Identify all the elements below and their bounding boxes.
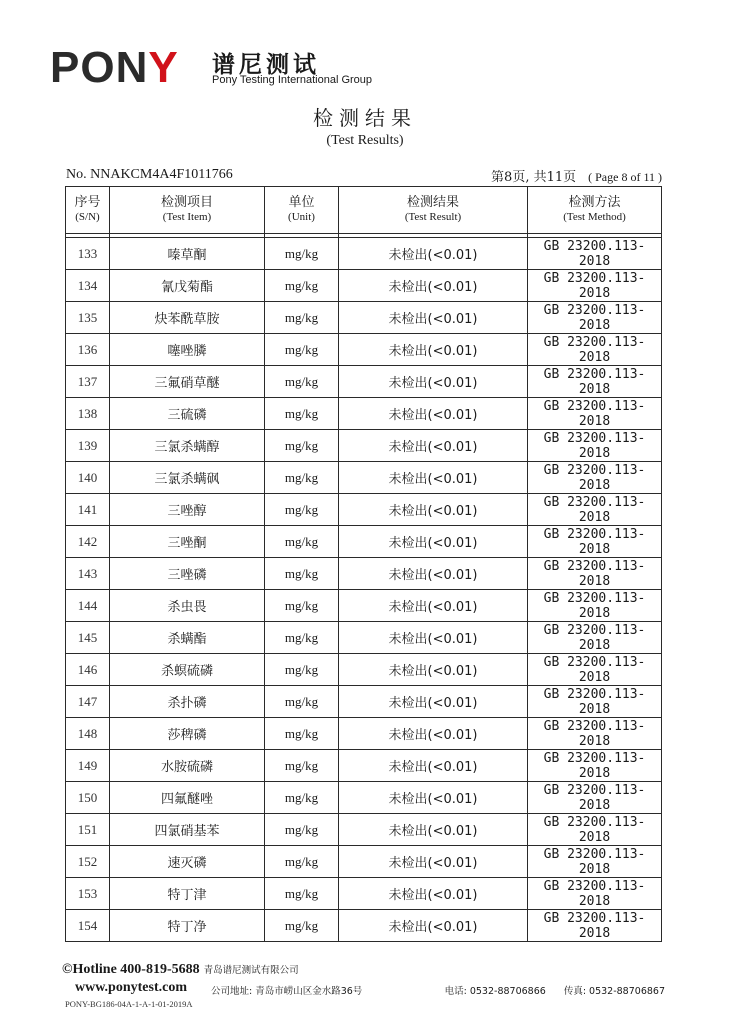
table-row — [66, 846, 662, 878]
footer-fax: 传真: 0532-88706867 — [563, 986, 665, 997]
cell-unit: mg/kg — [265, 686, 339, 718]
cell-item: 莎稗磷 — [110, 718, 265, 750]
cell-method: GB 23200.113-2018 — [528, 654, 662, 686]
cell-sn: 133 — [66, 238, 110, 270]
cell-result: 未检出(<0.01) — [339, 878, 528, 910]
footer-website: www.ponytest.com — [75, 980, 187, 995]
cell-unit: mg/kg — [265, 526, 339, 558]
cell-result: 未检出(<0.01) — [339, 686, 528, 718]
cell-method: GB 23200.113-2018 — [528, 910, 662, 942]
table-row — [66, 814, 662, 846]
cell-unit: mg/kg — [265, 590, 339, 622]
footer-contact — [445, 983, 665, 997]
cell-unit: mg/kg — [265, 462, 339, 494]
cell-unit: mg/kg — [265, 334, 339, 366]
cell-unit: mg/kg — [265, 398, 339, 430]
cell-sn: 139 — [66, 430, 110, 462]
footer-form-code: PONY-BG186-04A-1-A-1-01-2019A — [65, 999, 193, 1009]
cell-sn: 154 — [66, 910, 110, 942]
cell-method: GB 23200.113-2018 — [528, 462, 662, 494]
cell-sn: 152 — [66, 846, 110, 878]
cell-item: 三氯杀螨醇 — [110, 430, 265, 462]
table-row — [66, 430, 662, 462]
cell-result: 未检出(<0.01) — [339, 398, 528, 430]
results-body — [66, 238, 662, 942]
cell-unit: mg/kg — [265, 878, 339, 910]
cell-item: 速灭磷 — [110, 846, 265, 878]
cell-unit: mg/kg — [265, 814, 339, 846]
cell-sn: 140 — [66, 462, 110, 494]
footer-phone: 电话: 0532-88706866 — [444, 986, 546, 997]
cell-sn: 138 — [66, 398, 110, 430]
table-row — [66, 238, 662, 270]
table-row — [66, 334, 662, 366]
cell-result: 未检出(<0.01) — [339, 462, 528, 494]
cell-sn: 144 — [66, 590, 110, 622]
cell-sn: 145 — [66, 622, 110, 654]
cell-result: 未检出(<0.01) — [339, 846, 528, 878]
cell-sn: 136 — [66, 334, 110, 366]
cell-sn: 148 — [66, 718, 110, 750]
cell-method: GB 23200.113-2018 — [528, 526, 662, 558]
cell-method: GB 23200.113-2018 — [528, 334, 662, 366]
logo-text: PON — [50, 43, 149, 92]
cell-result: 未检出(<0.01) — [339, 782, 528, 814]
cell-sn: 151 — [66, 814, 110, 846]
logo-company-cn: 谱尼测试 — [212, 52, 320, 78]
table-row — [66, 302, 662, 334]
cell-sn: 134 — [66, 270, 110, 302]
table-row — [66, 558, 662, 590]
cell-sn: 147 — [66, 686, 110, 718]
cell-sn: 149 — [66, 750, 110, 782]
table-row — [66, 590, 662, 622]
cell-sn: 150 — [66, 782, 110, 814]
footer-hotline: ©Hotline 400-819-5688 青岛谱尼测试有限公司 — [62, 962, 299, 977]
results-table — [65, 186, 662, 942]
cell-method: GB 23200.113-2018 — [528, 270, 662, 302]
cell-method: GB 23200.113-2018 — [528, 238, 662, 270]
cell-method: GB 23200.113-2018 — [528, 622, 662, 654]
cell-result: 未检出(<0.01) — [339, 270, 528, 302]
cell-result: 未检出(<0.01) — [339, 238, 528, 270]
cell-item: 三硫磷 — [110, 398, 265, 430]
table-row — [66, 750, 662, 782]
cell-item: 嗪草酮 — [110, 238, 265, 270]
header-test-method: 检测方法 (Test Method) — [528, 187, 662, 234]
table-row — [66, 398, 662, 430]
cell-sn: 142 — [66, 526, 110, 558]
cell-result: 未检出(<0.01) — [339, 654, 528, 686]
cell-item: 三唑磷 — [110, 558, 265, 590]
cell-unit: mg/kg — [265, 270, 339, 302]
cell-item: 特丁净 — [110, 910, 265, 942]
cell-result: 未检出(<0.01) — [339, 622, 528, 654]
table-row — [66, 718, 662, 750]
page-title-cn: 检测结果 — [313, 106, 417, 130]
cell-method: GB 23200.113-2018 — [528, 430, 662, 462]
cell-unit: mg/kg — [265, 718, 339, 750]
cell-method: GB 23200.113-2018 — [528, 558, 662, 590]
cell-method: GB 23200.113-2018 — [528, 398, 662, 430]
cell-sn: 137 — [66, 366, 110, 398]
table-header-row — [66, 187, 662, 234]
cell-result: 未检出(<0.01) — [339, 590, 528, 622]
table-row — [66, 686, 662, 718]
table-row — [66, 654, 662, 686]
table-row — [66, 270, 662, 302]
cell-item: 三唑醇 — [110, 494, 265, 526]
logo-wordmark: PONY — [50, 43, 179, 92]
cell-result: 未检出(<0.01) — [339, 494, 528, 526]
cell-unit: mg/kg — [265, 302, 339, 334]
cell-method: GB 23200.113-2018 — [528, 846, 662, 878]
cell-result: 未检出(<0.01) — [339, 718, 528, 750]
table-row — [66, 782, 662, 814]
cell-item: 水胺硫磷 — [110, 750, 265, 782]
cell-item: 杀扑磷 — [110, 686, 265, 718]
table-row — [66, 910, 662, 942]
cell-sn: 135 — [66, 302, 110, 334]
cell-unit: mg/kg — [265, 622, 339, 654]
cell-result: 未检出(<0.01) — [339, 430, 528, 462]
table-row — [66, 494, 662, 526]
table-row — [66, 878, 662, 910]
cell-item: 氰戊菊酯 — [110, 270, 265, 302]
cell-unit: mg/kg — [265, 910, 339, 942]
cell-method: GB 23200.113-2018 — [528, 718, 662, 750]
header-sn: 序号 (S/N) — [66, 187, 110, 234]
cell-unit: mg/kg — [265, 782, 339, 814]
cell-unit: mg/kg — [265, 654, 339, 686]
logo-company-en: Pony Testing International Group — [212, 74, 373, 86]
table-row — [66, 366, 662, 398]
cell-result: 未检出(<0.01) — [339, 910, 528, 942]
page-title-en: (Test Results) — [326, 133, 404, 148]
page-indicator — [491, 166, 662, 186]
cell-sn: 146 — [66, 654, 110, 686]
cell-sn: 143 — [66, 558, 110, 590]
cell-item: 炔苯酰草胺 — [110, 302, 265, 334]
table-row — [66, 526, 662, 558]
cell-item: 三唑酮 — [110, 526, 265, 558]
cell-method: GB 23200.113-2018 — [528, 782, 662, 814]
cell-unit: mg/kg — [265, 750, 339, 782]
header-unit: 单位 (Unit) — [265, 187, 339, 234]
cell-item: 杀虫畏 — [110, 590, 265, 622]
table-row — [66, 622, 662, 654]
cell-method: GB 23200.113-2018 — [528, 366, 662, 398]
cell-item: 噻唑膦 — [110, 334, 265, 366]
cell-method: GB 23200.113-2018 — [528, 878, 662, 910]
cell-method: GB 23200.113-2018 — [528, 814, 662, 846]
cell-method: GB 23200.113-2018 — [528, 590, 662, 622]
header-test-result: 检测结果 (Test Result) — [339, 187, 528, 234]
cell-item: 四氯硝基苯 — [110, 814, 265, 846]
cell-unit: mg/kg — [265, 366, 339, 398]
table-row — [66, 462, 662, 494]
cell-result: 未检出(<0.01) — [339, 334, 528, 366]
cell-sn: 141 — [66, 494, 110, 526]
header-test-item: 检测项目 (Test Item) — [110, 187, 265, 234]
cell-item: 特丁津 — [110, 878, 265, 910]
cell-unit: mg/kg — [265, 558, 339, 590]
cell-unit: mg/kg — [265, 238, 339, 270]
cell-result: 未检出(<0.01) — [339, 366, 528, 398]
cell-item: 杀螟硫磷 — [110, 654, 265, 686]
cell-result: 未检出(<0.01) — [339, 302, 528, 334]
cell-item: 杀螨酯 — [110, 622, 265, 654]
cell-unit: mg/kg — [265, 846, 339, 878]
cell-item: 三氟硝草醚 — [110, 366, 265, 398]
cell-method: GB 23200.113-2018 — [528, 750, 662, 782]
page-indicator-en: ( Page 8 of 11 ) — [588, 170, 662, 184]
cell-unit: mg/kg — [265, 494, 339, 526]
cell-result: 未检出(<0.01) — [339, 750, 528, 782]
footer-address: 公司地址: 青岛市崂山区金水路36号 — [211, 986, 363, 997]
cell-result: 未检出(<0.01) — [339, 526, 528, 558]
cell-item: 四氟醚唑 — [110, 782, 265, 814]
cell-method: GB 23200.113-2018 — [528, 494, 662, 526]
cell-item: 三氯杀螨砜 — [110, 462, 265, 494]
page-indicator-cn: 第8页, 共11页 — [491, 170, 577, 185]
cell-unit: mg/kg — [265, 430, 339, 462]
footer-company-cn: 青岛谱尼测试有限公司 — [203, 965, 299, 976]
cell-method: GB 23200.113-2018 — [528, 686, 662, 718]
cell-result: 未检出(<0.01) — [339, 558, 528, 590]
cell-method: GB 23200.113-2018 — [528, 302, 662, 334]
cell-result: 未检出(<0.01) — [339, 814, 528, 846]
cell-sn: 153 — [66, 878, 110, 910]
report-number: No. NNAKCM4A4F1011766 — [66, 167, 233, 182]
